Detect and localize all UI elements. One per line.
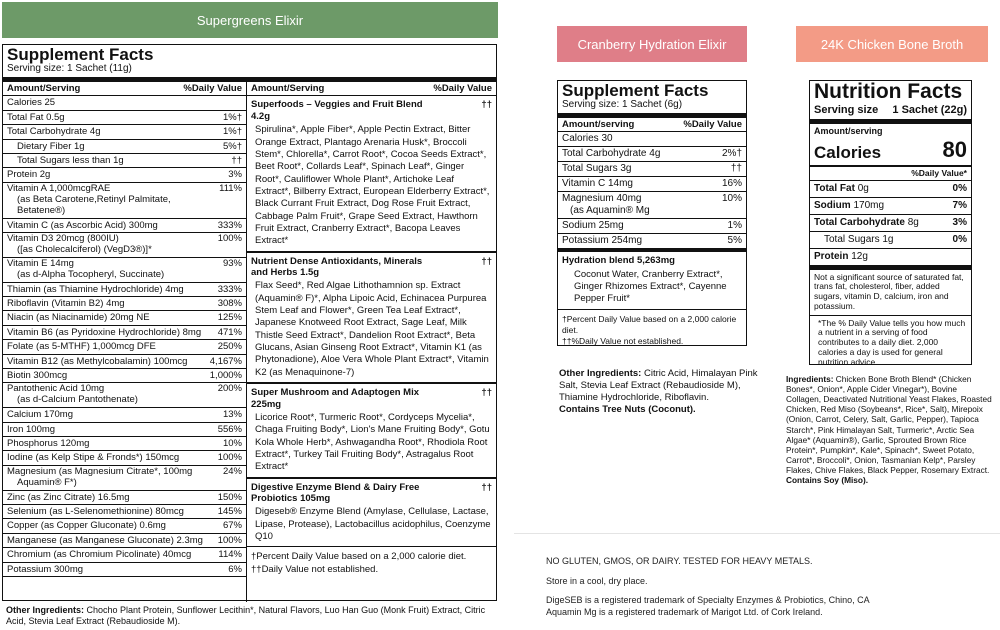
nutrient-label-block — [814, 217, 919, 229]
broth-dv-header: %Daily Value* — [810, 167, 971, 180]
nutrient-label: Protein — [814, 250, 849, 262]
nutrient-label-block — [562, 163, 632, 175]
nutrient-label-block — [7, 184, 215, 217]
nutrient-label: Copper (as Copper Gluconate) 0.6mg — [7, 520, 166, 532]
nutrient-row — [3, 383, 246, 408]
nutrient-label: Thiamin (as Thiamine Hydrochloride) 4mg — [7, 283, 184, 295]
nutrient-label: Folate (as 5-MTHF) 1,000mcg DFE — [7, 341, 156, 353]
nutrient-label-block — [7, 298, 125, 309]
nutrient-label-block — [7, 409, 73, 420]
supergreens-facts-title: Supplement Facts — [7, 45, 154, 64]
cranberry-footnotes — [558, 310, 746, 351]
nutrient-dv: 93% — [222, 257, 242, 269]
nutrient-row — [810, 249, 971, 270]
nutrient-row — [558, 177, 746, 192]
nutrient-dv: 100% — [217, 232, 242, 244]
broth-note-2: *The % Daily Value tells you how much a nutrient in a serving of food contributes to a daily diet. 2,000 calories a day is used for general nutrition advice. — [818, 317, 966, 367]
nutrient-label-block — [7, 112, 65, 123]
supergreens-amount-header-2: Amount/Serving — [251, 83, 325, 94]
nutrient-row — [558, 162, 746, 177]
blend-ingredients: Digeseb® Enzyme Blend (Amylase, Cellulase, Lactase, Lipase, Protease), Lactobacillus acidophilus, Coenzyme Q10 — [255, 506, 491, 543]
nutrient-dv: 100% — [217, 534, 242, 546]
nutrient-label: Sodium 25mg — [562, 220, 624, 232]
blend-dv-mark: †† — [481, 387, 492, 399]
nutrient-row — [3, 519, 246, 533]
cranberry-footnote-2: ††%Daily Value not established. — [562, 335, 684, 346]
section-divider — [514, 533, 1000, 534]
nutrient-label: Magnesium (as Magnesium Citrate*, 100mg — [7, 465, 193, 477]
nutrient-dv: 10% — [222, 437, 242, 449]
nutrient-dv: 24% — [222, 465, 242, 477]
nutrient-row — [3, 233, 246, 258]
nutrient-label: Total Sugars less than 1g — [17, 154, 124, 166]
nutrient-row — [558, 234, 746, 252]
nutrient-label-block — [562, 220, 624, 232]
cranberry-header — [558, 118, 746, 132]
nutrient-label: Calories 30 — [562, 133, 613, 145]
nutrient-label-block — [7, 424, 55, 435]
broth-nutrition-panel — [809, 80, 972, 365]
nutrient-label: Vitamin C 14mg — [562, 178, 633, 190]
nutrient-row — [3, 326, 246, 340]
nutrient-dv: 13% — [222, 409, 242, 421]
nutrient-sublabel: (as d-Alpha Tocopheryl, Succinate) — [17, 268, 165, 280]
nutrient-label: Magnesium 40mg — [562, 193, 642, 205]
nutrient-label: Iron 100mg — [7, 423, 56, 435]
nutrient-dv: 1%† — [222, 111, 242, 123]
nutrient-amount: 12g — [851, 250, 868, 262]
nutrient-dv: 114% — [218, 549, 242, 561]
nutrient-label-block — [7, 169, 50, 180]
blend-title — [251, 387, 492, 410]
nutrient-row — [810, 215, 971, 232]
broth-serving-value: 1 Sachet (22g) — [892, 104, 967, 116]
nutrient-dv: 2%† — [721, 148, 742, 160]
nutrient-row — [3, 563, 246, 577]
nutrient-dv: 250% — [217, 341, 242, 353]
nutrient-label-block — [7, 384, 138, 406]
nutrient-dv: 5%† — [222, 140, 242, 152]
nutrient-label-block — [814, 183, 869, 195]
nutrient-dv: 0% — [952, 233, 967, 245]
cranberry-banner-label: Cranberry Hydration Elixir — [577, 36, 727, 52]
notes-line-3: DigeSEB is a registered trademark of Specialty Enzymes & Probiotics, Chino, CA — [546, 595, 870, 606]
cranberry-footnote-1: †Percent Daily Value based on a 2,000 calorie diet. — [562, 313, 737, 335]
broth-nutrition-title: Nutrition Facts — [814, 80, 963, 103]
nutrient-amount: 8g — [907, 216, 919, 228]
blend-ingredients: Spirulina*, Apple Fiber*, Apple Pectin Extract, Bitter Orange Extract, Plantago Arenaria Husk*, Broccoli Stem*, Chlorella*, Carrot Root*, Cocoa Seeds Extract*, Beet Root*, Collards Leaf*, Spinach Leaf*, Ginger Root*, Cauliflower Whole Plant*, Artichoke Leaf Extract*, Bilberry Extract, European Elderberry Extract*, Black Currant Fruit Extract, Dog Rose Fruit Extract, Cabbage Palm Fruit*, Grape Seed Extract, Hawthorn Fruit Extract, Cranberry Extract*, Bacopa Leaves Extract* — [255, 124, 490, 247]
nutrient-label: Total Sugars — [824, 233, 880, 245]
supergreens-ingredients-text: Chocho Plant Protein, Sunflower Lecithin*, Natural Flavors, Luo Han Guo (Monk Fruit) Extract, Citric Acid, Stevia Leaf Extract (Rebaudioside M). — [6, 605, 486, 627]
blend-section — [247, 384, 496, 479]
nutrient-sublabel: ([as Cholecalciferol) (VegD3®)]* — [17, 243, 152, 255]
supergreens-ingredients — [6, 605, 494, 628]
cranberry-ingredients-text: Citric Acid, Himalayan Pink Salt, Stevia Leaf Extract (Rebaudioside M), Thiamine Hydrochloride, Riboflavin. — [559, 368, 758, 403]
nutrient-label-block — [7, 492, 129, 503]
nutrient-label: Calories 25 — [7, 97, 56, 109]
nutrient-dv: 100% — [217, 452, 242, 464]
nutrient-label: Potassium 254mg — [562, 235, 643, 247]
nutrient-label-block — [7, 97, 55, 108]
nutrient-label: Manganese (as Manganese Gluconate) 2.3mg — [7, 534, 203, 546]
nutrient-label: Total Sugars 3g — [562, 163, 632, 175]
nutrient-label-block — [7, 126, 100, 137]
blend-section — [247, 96, 496, 252]
nutrient-dv: 0% — [952, 182, 967, 194]
nutrient-label-block — [562, 178, 633, 190]
nutrient-label-block — [7, 438, 89, 449]
nutrient-dv: †† — [231, 154, 242, 166]
supergreens-amount-header: Amount/Serving — [7, 83, 81, 94]
nutrient-row — [3, 258, 246, 283]
supergreens-nutrient-column — [3, 82, 247, 602]
nutrient-row — [558, 132, 746, 147]
nutrient-dv: 1,000% — [209, 369, 242, 381]
nutrient-label: Niacin (as Niacinamide) 20mg NE — [7, 312, 150, 324]
nutrient-dv: 200% — [217, 383, 242, 395]
nutrient-dv: 16% — [721, 178, 742, 190]
cranberry-dv-header: %Daily Value — [683, 119, 742, 130]
nutrient-label: Potassium 300mg — [7, 563, 84, 575]
nutrient-row — [558, 219, 746, 234]
nutrient-row — [3, 140, 246, 154]
supergreens-right-header — [247, 82, 496, 96]
nutrient-row — [3, 408, 246, 422]
supergreens-nutrient-rows — [3, 96, 246, 577]
nutrient-dv: 111% — [219, 182, 242, 194]
nutrient-sublabel: (as d-Calcium Pantothenate) — [17, 394, 138, 406]
nutrient-row — [558, 192, 746, 219]
nutrient-label: Vitamin E 14mg — [7, 257, 74, 269]
nutrient-label-block — [7, 341, 156, 352]
nutrient-row — [3, 340, 246, 354]
nutrient-row — [558, 147, 746, 162]
nutrient-row — [3, 111, 246, 125]
nutrient-amount: 0g — [857, 182, 869, 194]
broth-contains: Contains Soy (Miso). — [786, 475, 869, 486]
nutrient-label-block — [7, 370, 67, 381]
supergreens-footnote-1: †Percent Daily Value based on a 2,000 calorie diet. — [251, 551, 467, 563]
blend-dv-mark: †† — [481, 481, 492, 493]
nutrient-label: Phosphorus 120mg — [7, 437, 90, 449]
nutrient-row — [3, 548, 246, 562]
nutrient-label: Calcium 170mg — [7, 409, 73, 421]
nutrient-sublabel: (as Aquamin® Mg — [570, 205, 650, 217]
nutrient-label-block — [824, 234, 894, 246]
nutrient-row — [3, 491, 246, 505]
nutrient-label-block — [562, 235, 642, 247]
nutrient-label-block — [7, 312, 150, 323]
supergreens-blend-column — [247, 82, 496, 602]
nutrient-label-block — [7, 535, 203, 546]
nutrient-label: Total Fat 0.5g — [7, 111, 65, 123]
cranberry-ingredients — [559, 368, 764, 416]
nutrient-amount: 1g — [882, 233, 894, 245]
nutrient-row — [3, 125, 246, 139]
nutrient-label-block — [17, 141, 85, 152]
notes-line-4: Aquamin Mg is a registered trademark of Marigot Ltd. of Cork Ireland. — [546, 607, 823, 618]
broth-nutrient-rows — [810, 181, 971, 270]
nutrient-dv: 6% — [228, 563, 242, 575]
nutrient-dv: 125% — [217, 312, 242, 324]
nutrient-label: Riboflavin (Vitamin B2) 4mg — [7, 297, 125, 309]
nutrient-dv: 333% — [217, 283, 242, 295]
nutrient-row — [3, 466, 246, 491]
blend-ingredients: Licorice Root*, Turmeric Root*, Cordyceps Mycelia*, Chaga Fruiting Body*, Lion's Mane Fruiting Body*, Gotu Kola Whole Herb*, Ashwagandha Root*, Rhodiola Root Extract*, Turkey Tail Fruiting Body*, Astragalus Root Extract* — [255, 411, 490, 473]
nutrient-label-block — [7, 220, 158, 231]
nutrient-label: Vitamin D3 20mcg (800IU) — [7, 232, 119, 244]
supergreens-ingredients-label: Other Ingredients: — [6, 605, 85, 615]
nutrient-row — [3, 423, 246, 437]
nutrient-row — [3, 534, 246, 548]
nutrient-label-block — [17, 155, 124, 166]
nutrient-row — [3, 369, 246, 383]
nutrient-dv: 3% — [228, 169, 242, 181]
broth-amount-label: Amount/serving — [814, 126, 883, 137]
nutrient-label: Selenium (as L-Selenomethionine) 80mcg — [7, 505, 184, 517]
blend-ingredients: Flax Seed*, Red Algae Lithothamnion sp. Extract (Aquamin® F)*, Alpha Lipoic Acid, Echinacea Purpurea Stem Leaf and Flower*, Green Tea Leaf Extract*, Japanese Knotweed Root Extract, Sage Leaf, Milk Thistle Seed Extract*, Dandelion Root Extract*, Beta Glucans, Asian Ginseng Root Extract*, Vitamin K1 (as Phytonadione), Aloe Vera Whole Plant Extract*, Vitamin K2 (as Menaquinone-7) — [255, 280, 489, 378]
nutrient-label: Vitamin A 1,000mcgRAE — [7, 182, 111, 194]
supergreens-footnotes — [247, 547, 496, 580]
nutrient-sublabel: Aquamin® F*) — [17, 476, 77, 488]
nutrient-row — [3, 154, 246, 168]
supergreens-dv-header-2: %Daily Value — [433, 83, 492, 94]
nutrient-row — [3, 437, 246, 451]
blend-name: Superfoods – Veggies and Fruit Blend 4.2g — [251, 99, 423, 122]
nutrient-label: Vitamin B12 (as Methylcobalamin) 100mcg — [7, 355, 188, 367]
nutrient-dv: 7% — [952, 199, 967, 211]
notes-line-1: NO GLUTEN, GMOS, OR DAIRY. TESTED FOR HEAVY METALS. — [546, 556, 813, 566]
cranberry-serving-size: Serving size: 1 Sachet (6g) — [558, 99, 746, 118]
blend-dv-mark: †† — [481, 255, 492, 267]
cranberry-blend-body: Coconut Water, Cranberry Extract*, Ginger Rhizomes Extract*, Cayenne Pepper Fruit* — [574, 268, 727, 305]
nutrient-label: Total Carbohydrate — [814, 216, 905, 228]
nutrient-row — [3, 283, 246, 297]
nutrient-dv: 145% — [217, 505, 242, 517]
nutrient-label: Biotin 300mcg — [7, 369, 68, 381]
nutrient-label: Sodium — [814, 199, 851, 211]
cranberry-amount-header: Amount/serving — [562, 119, 635, 130]
broth-ingredients-text: Chicken Bone Broth Blend* (Chicken Bones*, Onion*, Apple Cider Vinegar*), Bovine Collagen, Deactivated Nutritional Yeast Flakes, Roasted Chicken, Red Miso (Soybeans*, Rice*, Salt), Mirepoix (Onion, Carrot, Celery, Salt, Garlic, Pepper), Tapioca Starch*, Pink Himalayan Salt, Turmeric*, Arctic Sea Algae* (Aquamin®), Garlic, Sprouted Brown Rice Protein*, Pumpkin*, Kale*, Spinach*, Sweet Potato, Carrot*, Broccoli*, Onion, Tasmanian Kelp*, Parsley Flakes, Chive Flakes, Black Pepper, Rosemary Extract. — [786, 374, 992, 475]
nutrient-label-block — [562, 133, 613, 145]
nutrient-label-block — [814, 200, 884, 212]
broth-banner-label: 24K Chicken Bone Broth — [820, 36, 964, 52]
nutrient-label-block — [7, 549, 191, 560]
supergreens-blend-list — [247, 96, 496, 547]
nutrient-label-block — [7, 506, 184, 517]
nutrient-row — [810, 181, 971, 198]
nutrient-label: Zinc (as Zinc Citrate) 16.5mg — [7, 491, 130, 503]
product-notes — [546, 556, 870, 619]
cranberry-banner — [557, 26, 747, 62]
nutrient-row — [3, 451, 246, 465]
cranberry-facts-panel — [557, 80, 747, 346]
nutrient-label-block — [562, 193, 650, 217]
nutrient-dv: 471% — [217, 326, 242, 338]
blend-name: Super Mushroom and Adaptogen Mix 225mg — [251, 387, 420, 410]
blend-name: Digestive Enzyme Blend & Dairy Free Probiotics 105mg — [251, 481, 420, 505]
nutrient-label: Total Carbohydrate 4g — [7, 126, 101, 138]
nutrient-label: Protein 2g — [7, 169, 51, 181]
notes-line-2: Store in a cool, dry place. — [546, 575, 648, 586]
nutrient-dv: 333% — [217, 219, 242, 231]
nutrient-row — [3, 355, 246, 369]
nutrient-label-block — [7, 259, 164, 281]
nutrient-label-block — [7, 452, 179, 463]
nutrient-row — [3, 297, 246, 311]
nutrient-label-block — [7, 284, 184, 295]
broth-calories-row — [810, 137, 971, 167]
nutrient-label: Chromium (as Chromium Picolinate) 40mcg — [7, 549, 192, 561]
nutrient-row — [3, 96, 246, 110]
broth-serving-size — [810, 103, 971, 124]
nutrient-row — [3, 219, 246, 233]
nutrient-label-block — [7, 564, 83, 575]
broth-banner — [796, 26, 988, 62]
supergreens-banner — [2, 2, 498, 38]
nutrient-label: Vitamin C (as Ascorbic Acid) 300mg — [7, 219, 158, 231]
blend-title — [251, 482, 492, 505]
broth-ingredients-label: Ingredients: — [786, 374, 834, 384]
nutrient-dv: 4,167% — [209, 355, 242, 367]
nutrient-dv: 10% — [721, 193, 742, 205]
broth-ingredients — [786, 374, 994, 485]
broth-serving-label: Serving size — [814, 104, 879, 116]
nutrient-label-block — [7, 234, 152, 256]
nutrient-label-block — [7, 467, 192, 489]
nutrient-label-block — [7, 327, 201, 338]
nutrient-label: Dietary Fiber 1g — [17, 140, 85, 152]
nutrient-dv: 308% — [217, 297, 242, 309]
broth-calories-label: Calories — [814, 142, 882, 162]
nutrient-label-block — [7, 356, 187, 367]
supergreens-facts-panel — [2, 44, 497, 601]
nutrient-dv: 150% — [217, 491, 242, 503]
nutrient-sublabel: (as Beta Carotene,Retinyl Palmitate, Betatene®) — [17, 193, 171, 216]
blend-dv-mark: †† — [481, 99, 492, 111]
broth-calories-value: 80 — [942, 136, 967, 162]
supergreens-left-header — [3, 82, 246, 96]
nutrient-dv: 1% — [727, 220, 742, 232]
cranberry-hydration-blend — [558, 252, 746, 309]
supergreens-banner-label: Supergreens Elixir — [196, 12, 304, 28]
nutrient-dv: †† — [730, 163, 742, 175]
nutrient-label: Total Carbohydrate 4g — [562, 148, 661, 160]
cranberry-contains: Contains Tree Nuts (Coconut). — [559, 403, 696, 415]
cranberry-nutrient-rows — [558, 132, 746, 252]
nutrient-row — [3, 168, 246, 182]
nutrient-amount: 170mg — [853, 199, 885, 211]
blend-title — [251, 256, 492, 279]
nutrient-dv: 5% — [727, 235, 742, 247]
nutrient-label-block — [7, 520, 166, 531]
nutrient-label-block — [814, 251, 868, 263]
supergreens-serving-size: Serving size: 1 Sachet (11g) — [3, 63, 496, 82]
supergreens-footnote-2: ††Daily Value not established. — [251, 563, 379, 575]
cranberry-blend-title: Hydration blend 5,263mg — [562, 255, 675, 267]
nutrient-row — [810, 198, 971, 215]
cranberry-ingredients-label: Other Ingredients: — [559, 368, 642, 379]
nutrient-dv: 67% — [222, 520, 242, 532]
nutrient-label-block — [562, 148, 660, 160]
blend-name: Nutrient Dense Antioxidants, Minerals and Herbs 1.5g — [251, 255, 423, 278]
supergreens-dv-header: %Daily Value — [183, 83, 242, 94]
nutrient-label: Iodine (as Kelp Stipe & Fronds*) 150mcg — [7, 452, 180, 464]
nutrient-label: Pantothenic Acid 10mg — [7, 383, 105, 395]
nutrient-dv: 556% — [217, 423, 242, 435]
nutrient-dv: 1%† — [222, 126, 242, 138]
nutrient-row — [810, 232, 971, 249]
nutrient-dv: 3% — [952, 216, 967, 228]
blend-section — [247, 479, 496, 548]
nutrient-row — [3, 311, 246, 325]
cranberry-facts-title: Supplement Facts — [562, 81, 709, 100]
blend-section — [247, 253, 496, 385]
nutrient-label: Total Fat — [814, 182, 855, 194]
nutrient-row — [3, 505, 246, 519]
blend-title — [251, 99, 492, 122]
nutrient-label: Vitamin B6 (as Pyridoxine Hydrochloride) 8mg — [7, 326, 202, 338]
broth-note-1: Not a significant source of saturated fat, trans fat, cholesterol, fiber, added sugars, vitamin D, calcium, iron and potassium. — [810, 270, 971, 316]
nutrient-row — [3, 183, 246, 219]
